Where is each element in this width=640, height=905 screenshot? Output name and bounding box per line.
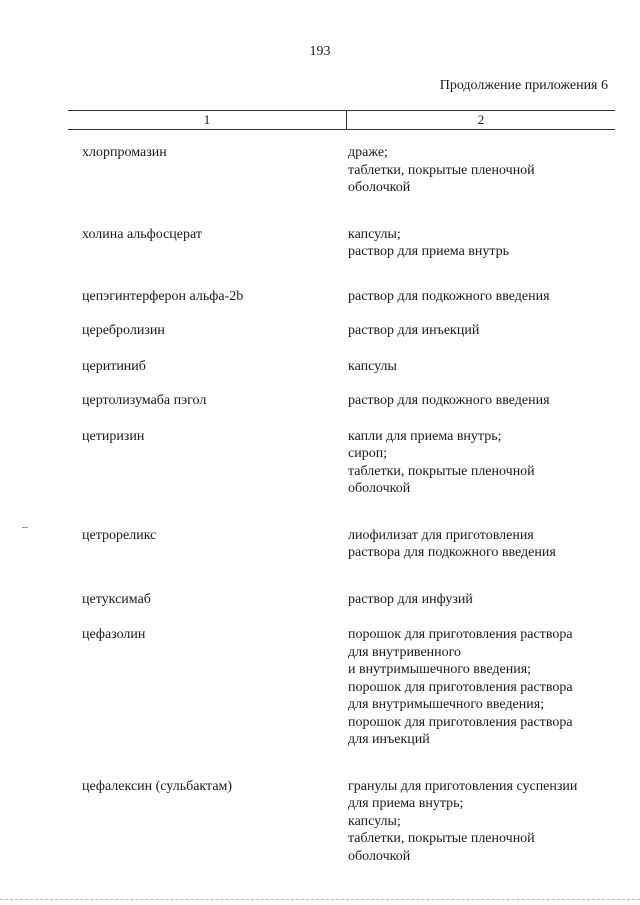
- drug-name: цефалексин (сульбактам): [82, 778, 233, 794]
- dosage-form-line: для внутривенного: [348, 644, 462, 660]
- dosage-form-line: оболочкой: [348, 848, 411, 864]
- dosage-forms: [348, 527, 608, 562]
- dosage-form-line: оболочкой: [348, 180, 411, 195]
- dosage-forms: [348, 288, 608, 306]
- drug-name: цертолизумаба пэгол: [82, 393, 207, 408]
- dosage-forms: [348, 591, 608, 609]
- dosage-forms: [348, 144, 608, 197]
- dosage-forms: [348, 778, 608, 866]
- dosage-form-line: для внутримышечного введения;: [348, 697, 545, 712]
- table-row: [0, 527, 640, 562]
- table-row: [0, 626, 640, 749]
- drug-name: церебролизин: [82, 323, 165, 338]
- dosage-form-line: капсулы;: [348, 226, 401, 242]
- drug-name: цефазолин: [82, 627, 146, 642]
- table-row: [0, 358, 640, 376]
- table-header: [68, 110, 615, 130]
- page-number: 193: [309, 44, 331, 59]
- table-row: [0, 428, 640, 498]
- drug-name: холина альфосцерат: [82, 226, 202, 242]
- dosage-form-line: раствор для инфузий: [348, 591, 473, 607]
- dosage-form-line: капсулы;: [348, 813, 401, 829]
- dosage-forms: [348, 626, 608, 749]
- table-row: [0, 322, 640, 340]
- table-row: [0, 591, 640, 609]
- dosage-form-line: оболочкой: [348, 481, 411, 496]
- dosage-form-line: таблетки, покрытые пленочной: [348, 463, 535, 479]
- drug-name: цетиризин: [82, 428, 145, 444]
- drug-name: цетрореликс: [82, 527, 157, 543]
- dosage-form-line: капли для приема внутрь;: [348, 428, 502, 444]
- dosage-forms: [348, 428, 608, 498]
- footer-rule: [0, 899, 640, 900]
- drug-name: хлорпромазин: [82, 145, 167, 160]
- dosage-form-line: капсулы: [348, 358, 397, 374]
- column-header-1: 1: [203, 112, 211, 127]
- dosage-form-line: раствор для подкожного введения: [348, 288, 550, 304]
- dosage-form-line: порошок для приготовления раствора: [348, 679, 573, 695]
- dosage-form-line: таблетки, покрытые пленочной: [348, 162, 535, 178]
- dosage-form-line: раствор для подкожного введения: [348, 393, 550, 408]
- dosage-forms: [348, 226, 608, 261]
- table-row: [0, 226, 640, 261]
- dosage-forms: [348, 358, 608, 376]
- drug-name: цепэгинтерферон альфа-2b: [82, 288, 244, 304]
- column-header-2: 2: [477, 112, 485, 127]
- dosage-forms: [348, 322, 608, 340]
- dosage-form-line: раствор для приема внутрь: [348, 244, 510, 259]
- dosage-form-line: лиофилизат для приготовления: [348, 527, 534, 543]
- dosage-form-line: таблетки, покрытые пленочной: [348, 831, 535, 846]
- table-row: [0, 288, 640, 306]
- dosage-form-line: для приема внутрь;: [348, 796, 464, 811]
- dosage-form-line: гранулы для приготовления суспензии: [348, 778, 578, 794]
- dosage-form-line: и внутримышечного введения;: [348, 662, 532, 677]
- dosage-form-line: раствора для подкожного введения: [348, 545, 556, 560]
- dosage-form-line: для инъекций: [348, 732, 430, 747]
- dosage-form-line: раствор для инъекций: [348, 323, 480, 338]
- margin-mark: [22, 527, 28, 528]
- continuation-heading: Продолжение приложения 6: [439, 78, 608, 93]
- dosage-form-line: сироп;: [348, 446, 388, 461]
- table-row: [0, 392, 640, 410]
- dosage-form-line: драже;: [348, 145, 388, 160]
- table-row: [0, 778, 640, 866]
- dosage-form-line: порошок для приготовления раствора: [348, 714, 573, 730]
- drug-name: цетуксимаб: [82, 591, 151, 607]
- table-body: [0, 144, 640, 865]
- dosage-form-line: порошок для приготовления раствора: [348, 627, 573, 642]
- table-row: [0, 144, 640, 197]
- dosage-forms: [348, 392, 608, 410]
- drug-name: церитиниб: [82, 358, 146, 374]
